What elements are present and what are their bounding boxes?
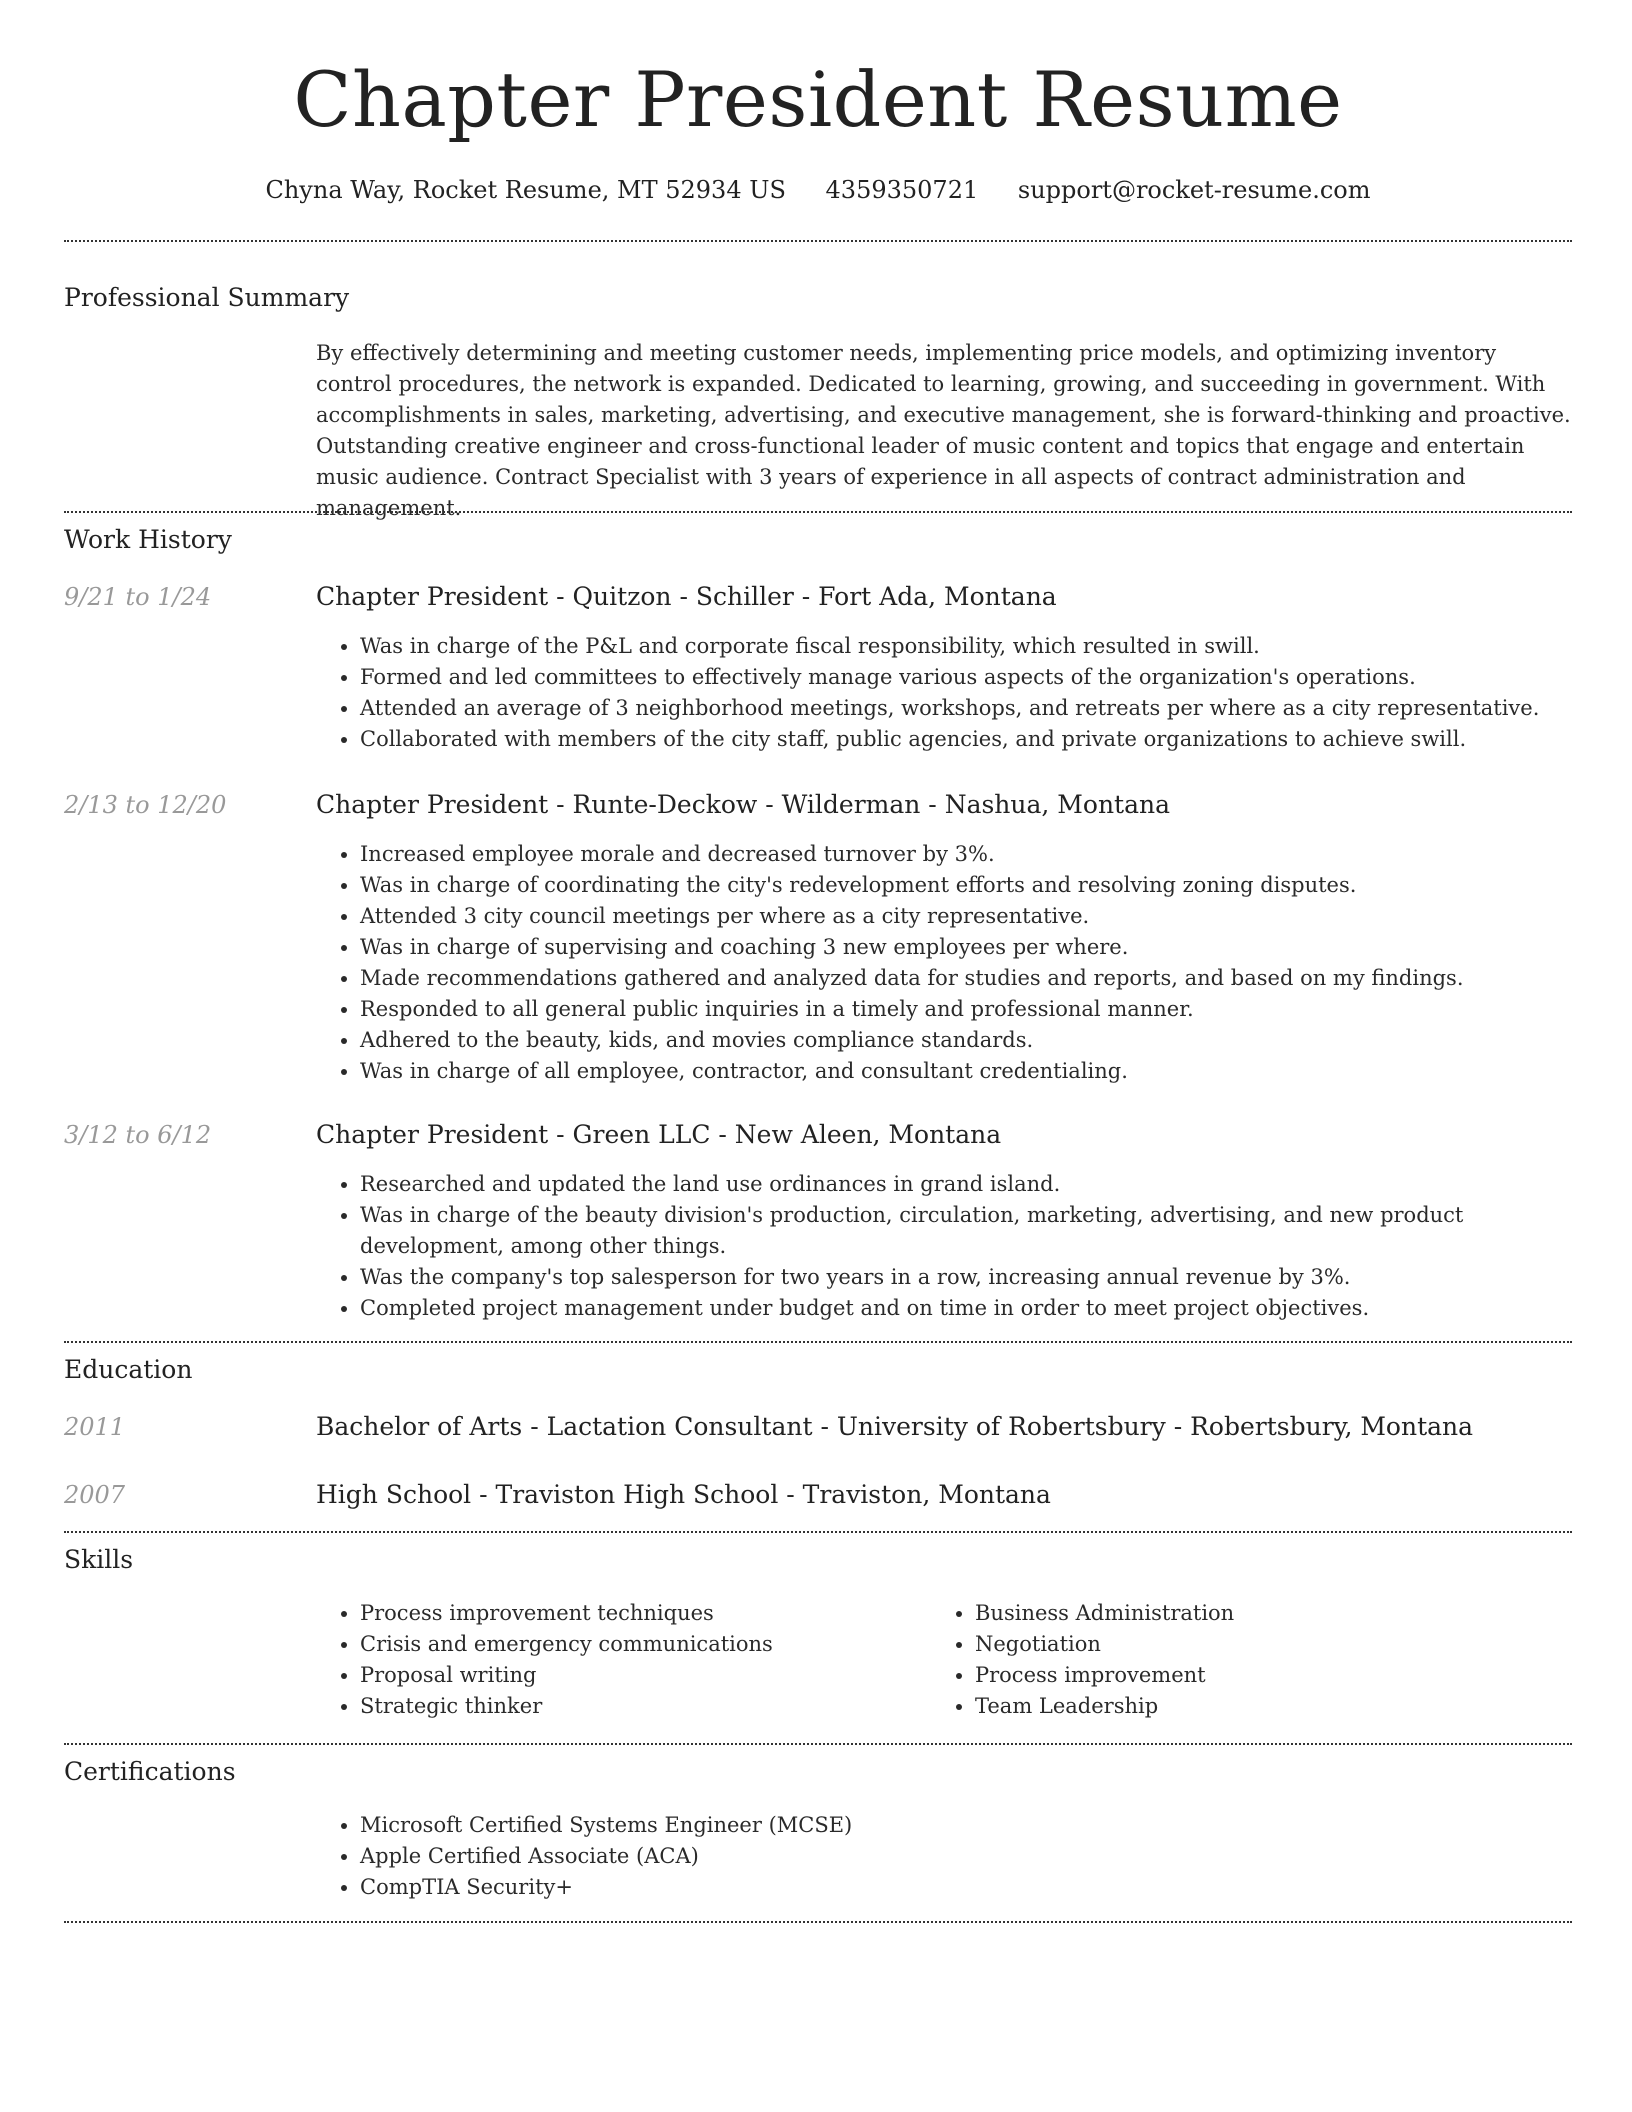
list-item: • Was in charge of supervising and coaching 3 new employees per where. — [360, 932, 1572, 963]
list-item: • Apple Certified Associate (ACA) — [360, 1841, 1572, 1872]
job-title: Chapter President - Runte-Deckow - Wilderman - Nashua, Montana — [316, 790, 1171, 819]
education-year: 2007 — [64, 1481, 126, 1509]
list-item: • Strategic thinker — [360, 1691, 930, 1722]
job-dates: 3/12 to 6/12 — [64, 1121, 212, 1149]
resume-title: Chapter President Resume — [293, 55, 1343, 144]
summary-heading: Professional Summary — [64, 283, 350, 312]
contact-email: support@rocket-resume.com — [1017, 176, 1371, 204]
list-item: • CompTIA Security+ — [360, 1872, 1572, 1903]
job-bullets — [316, 1169, 1572, 1324]
work-heading: Work History — [64, 525, 232, 554]
certifications-list — [316, 1810, 1572, 1903]
contact-phone: 4359350721 — [825, 176, 979, 204]
list-item: • Formed and led committees to effectively manage various aspects of the organization's operations. — [360, 662, 1572, 693]
list-item: • Made recommendations gathered and analyzed data for studies and reports, and based on my findings. — [360, 963, 1572, 994]
job-dates: 2/13 to 12/20 — [64, 791, 227, 819]
list-item: • Microsoft Certified Systems Engineer (MCSE) — [360, 1810, 1572, 1841]
list-item: • Was in charge of coordinating the city's redevelopment efforts and resolving zoning disputes. — [360, 870, 1572, 901]
list-item: • Was in charge of the P&L and corporate fiscal responsibility, which resulted in swill. — [360, 631, 1572, 662]
list-item: • Was in charge of all employee, contractor, and consultant credentialing. — [360, 1056, 1572, 1087]
skills-heading: Skills — [64, 1545, 134, 1574]
list-item: • Business Administration — [975, 1598, 1572, 1629]
list-item: • Proposal writing — [360, 1660, 930, 1691]
job-bullets — [316, 839, 1572, 1087]
skills-list-right — [931, 1598, 1572, 1722]
skills-list-left — [316, 1598, 930, 1722]
list-item: • Attended 3 city council meetings per where as a city representative. — [360, 901, 1572, 932]
list-item: • Team Leadership — [975, 1691, 1572, 1722]
contact-address: Chyna Way, Rocket Resume, MT 52934 US — [265, 176, 786, 204]
certifications-heading: Certifications — [64, 1757, 236, 1786]
job-title: Chapter President - Quitzon - Schiller - Fort Ada, Montana — [316, 582, 1057, 611]
job-title: Chapter President - Green LLC - New Aleen, Montana — [316, 1120, 1002, 1149]
list-item: • Collaborated with members of the city staff, public agencies, and private organizations to achieve swill. — [360, 724, 1572, 755]
list-item: • Increased employee morale and decreased turnover by 3%. — [360, 839, 1572, 870]
list-item: • Responded to all general public inquiries in a timely and professional manner. — [360, 994, 1572, 1025]
list-item: • Process improvement — [975, 1660, 1572, 1691]
divider — [64, 240, 1572, 242]
divider — [64, 1531, 1572, 1533]
job-dates: 9/21 to 1/24 — [64, 583, 212, 611]
education-year: 2011 — [64, 1413, 126, 1441]
divider — [64, 1341, 1572, 1343]
list-item: • Was in charge of the beauty division's production, circulation, marketing, advertising, and new product development, among other things. — [360, 1200, 1572, 1262]
job-bullets — [316, 631, 1572, 755]
education-heading: Education — [64, 1355, 193, 1384]
list-item: • Attended an average of 3 neighborhood meetings, workshops, and retreats per where as a city representative. — [360, 693, 1572, 724]
list-item: • Completed project management under budget and on time in order to meet project objectives. — [360, 1293, 1572, 1324]
list-item: • Process improvement techniques — [360, 1598, 930, 1629]
summary-text: By effectively determining and meeting customer needs, implementing price models, and optimizing inventory control procedures, the network is expanded. Dedicated to learning, growing, and succeeding in government. With accomplishments in sales, marketing, advertising, and executive management, she is forward-thinking and proactive. Outstanding creative engineer and cross-functional leader of music content and topics that engage and entertain music audience. Contract Specialist with 3 years of experience in all aspects of contract administration and management. — [316, 341, 1571, 520]
divider — [64, 1743, 1572, 1745]
divider — [64, 1921, 1572, 1923]
list-item: • Negotiation — [975, 1629, 1572, 1660]
education-entry: Bachelor of Arts - Lactation Consultant - University of Robertsbury - Robertsbury, Montana — [316, 1412, 1474, 1441]
list-item: • Was the company's top salesperson for two years in a row, increasing annual revenue by 3%. — [360, 1262, 1572, 1293]
list-item: • Crisis and emergency communications — [360, 1629, 930, 1660]
list-item: • Adhered to the beauty, kids, and movies compliance standards. — [360, 1025, 1572, 1056]
divider — [64, 511, 1572, 513]
contact-line — [64, 172, 1572, 208]
list-item: • Researched and updated the land use ordinances in grand island. — [360, 1169, 1572, 1200]
education-entry: High School - Traviston High School - Traviston, Montana — [316, 1480, 1051, 1509]
